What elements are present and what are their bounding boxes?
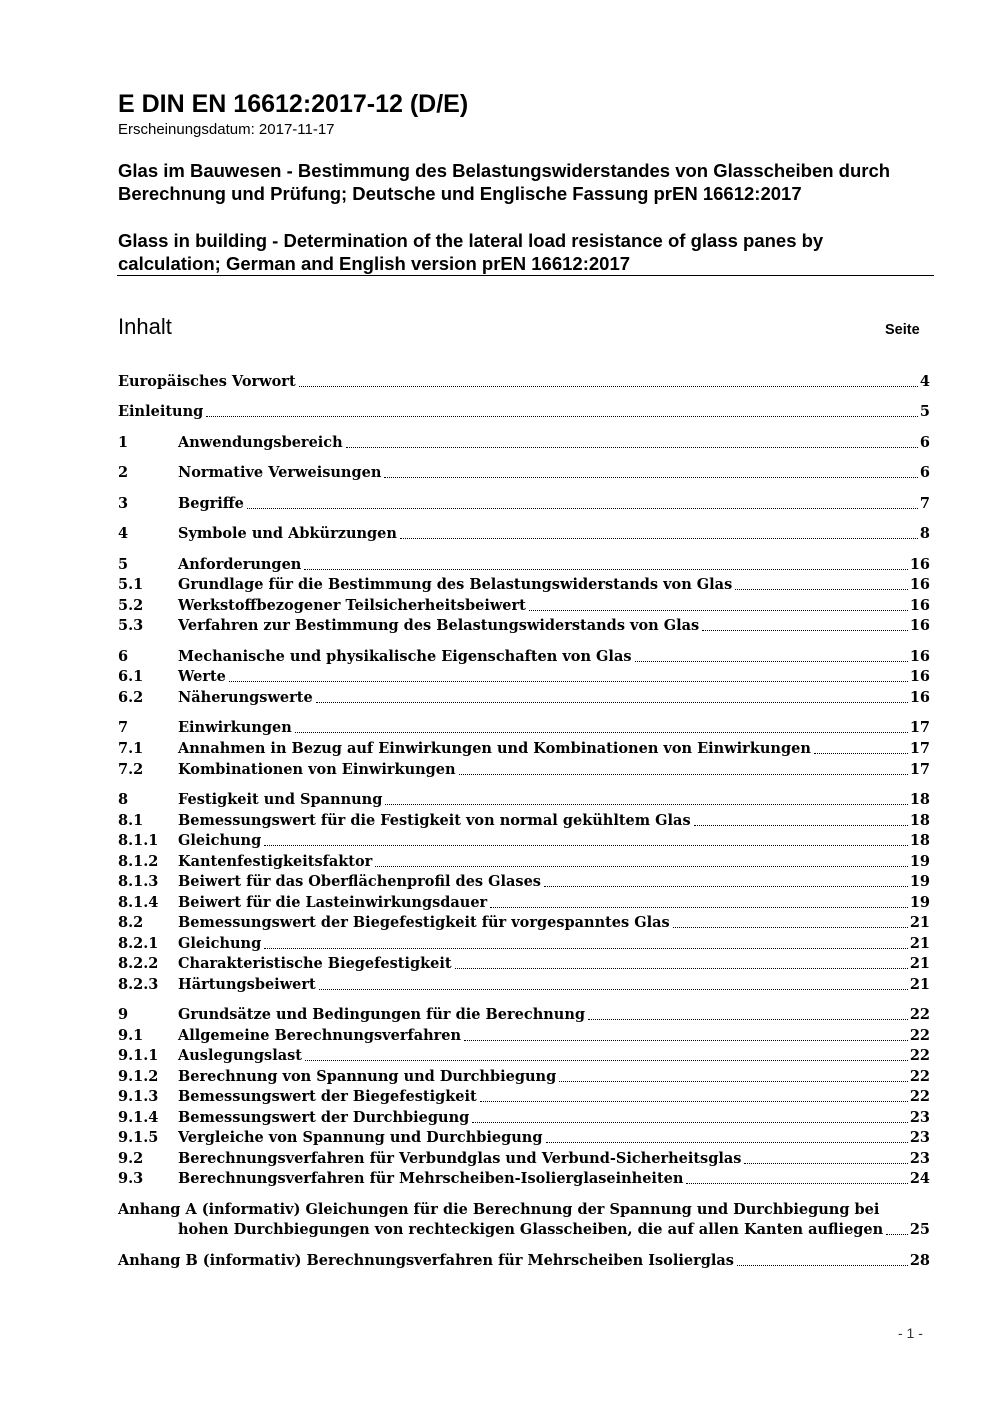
toc-entry-title: Bemessungswert der Biegefestigkeit [178, 1088, 477, 1105]
toc-entry-page: 24 [909, 1170, 930, 1187]
toc-entry[interactable] [118, 1128, 930, 1148]
toc-entry-page: 19 [909, 873, 930, 890]
table-of-contents [118, 0, 930, 1300]
toc-entry-page: 18 [909, 791, 930, 808]
toc-entry-page: 18 [909, 812, 930, 829]
toc-entry[interactable] [118, 831, 930, 851]
toc-annex-a-line1[interactable]: Anhang A (informativ) Gleichungen für die Berechnung der Spannung und Durchbiegung bei [118, 1201, 880, 1218]
toc-dot-leader [480, 1101, 908, 1102]
toc-entry-number: 5 [118, 556, 129, 573]
toc-entry-title: Grundsätze und Bedingungen für die Berechnung [178, 1006, 585, 1023]
toc-entry[interactable] [118, 718, 930, 738]
toc-entry-page: 22 [909, 1047, 930, 1064]
toc-entry-page: 22 [909, 1068, 930, 1085]
toc-entry[interactable] [118, 975, 930, 995]
toc-dot-leader [400, 538, 918, 539]
toc-dot-leader [588, 1019, 908, 1020]
toc-entry-page: 23 [909, 1129, 930, 1146]
toc-dot-leader [814, 753, 908, 754]
toc-entry-number: 8.1 [118, 812, 144, 829]
toc-dot-leader [529, 610, 908, 611]
toc-entry-title: Verfahren zur Bestimmung des Belastungswiderstands von Glas [178, 617, 700, 634]
toc-entry[interactable] [118, 1169, 930, 1189]
toc-entry-page: 21 [909, 914, 930, 931]
toc-entry[interactable] [118, 1046, 930, 1066]
toc-dot-leader [737, 1265, 908, 1266]
title-english: Glass in building - Determination of the lateral load resistance of glass panes by calculation; German and English version prEN 16612:2017 [118, 230, 824, 274]
toc-dot-leader [319, 989, 908, 990]
toc-entry-title: Anforderungen [178, 556, 302, 573]
toc-dot-leader [304, 569, 907, 570]
toc-entry-number: 8 [118, 791, 129, 808]
toc-entry[interactable] [118, 402, 930, 422]
toc-dot-leader [635, 661, 908, 662]
toc-dot-leader [247, 508, 918, 509]
toc-entry[interactable] [118, 852, 930, 872]
toc-entry-page: 16 [909, 668, 930, 685]
toc-dot-leader [694, 825, 908, 826]
toc-entry-title: Bemessungswert für die Festigkeit von normal gekühltem Glas [178, 812, 691, 829]
toc-entry-number: 9.1.1 [118, 1047, 159, 1064]
toc-entry-title: Bemessungswert der Durchbiegung [178, 1109, 470, 1126]
toc-entry-page: 21 [909, 955, 930, 972]
toc-entry-number: 6.1 [118, 668, 144, 685]
toc-entry-title: Europäisches Vorwort [118, 373, 296, 390]
toc-entry-title: Beiwert für das Oberflächenprofil des Glases [178, 873, 541, 890]
toc-dot-leader [686, 1183, 907, 1184]
toc-entry-page: 17 [909, 761, 930, 778]
toc-entry-page: 21 [909, 976, 930, 993]
toc-entry[interactable] [118, 913, 930, 933]
toc-entry-number: 8.1.3 [118, 873, 159, 890]
toc-entry[interactable] [118, 934, 930, 954]
toc-entry-page: 5 [919, 403, 930, 420]
toc-entry-page: 17 [909, 719, 930, 736]
toc-entry-number: 9.3 [118, 1170, 144, 1187]
toc-entry-number: 8.2.2 [118, 955, 159, 972]
toc-entry-title: Kantenfestigkeitsfaktor [178, 853, 373, 870]
toc-entry-number: 5.3 [118, 617, 144, 634]
toc-dot-leader [886, 1234, 908, 1235]
toc-entry[interactable] [118, 596, 930, 616]
toc-entry-number: 6.2 [118, 689, 144, 706]
toc-entry-number: 8.1.4 [118, 894, 159, 911]
toc-entry-number: 7.1 [118, 740, 144, 757]
toc-entry[interactable] [118, 811, 930, 831]
toc-entry-title: Anhang B (informativ) Berechnungsverfahren für Mehrscheiben Isolierglas [118, 1252, 734, 1269]
toc-entry-number: 9.1.4 [118, 1109, 159, 1126]
toc-dot-leader [490, 907, 908, 908]
toc-dot-leader [735, 589, 908, 590]
toc-entry-number: 5.2 [118, 597, 144, 614]
toc-entry-page: 16 [909, 689, 930, 706]
toc-entry-title: Kombinationen von Einwirkungen [178, 761, 456, 778]
toc-dot-leader [384, 477, 918, 478]
toc-entry-number: 9.1.3 [118, 1088, 159, 1105]
toc-entry[interactable] [118, 555, 930, 575]
toc-entry-number: 8.2.3 [118, 976, 159, 993]
toc-entry-page: 19 [909, 853, 930, 870]
toc-entry-page: 16 [909, 556, 930, 573]
toc-entry-page: 22 [909, 1006, 930, 1023]
toc-entry-title: Gleichung [178, 832, 262, 849]
toc-entry-page: 17 [909, 740, 930, 757]
toc-entry-number: 9.1 [118, 1027, 144, 1044]
toc-dot-leader [459, 774, 908, 775]
toc-entry-number: 9.1.5 [118, 1129, 159, 1146]
toc-entry-page: 23 [909, 1109, 930, 1126]
toc-dot-leader [299, 386, 918, 387]
toc-entry-title: Einleitung [118, 403, 204, 420]
toc-entry-title: Allgemeine Berechnungsverfahren [178, 1027, 462, 1044]
toc-entry-title: Begriffe [178, 495, 244, 512]
toc-entry-number: 9 [118, 1006, 129, 1023]
toc-entry-page: 16 [909, 597, 930, 614]
toc-entry[interactable] [118, 688, 930, 708]
toc-entry-title: Einwirkungen [178, 719, 292, 736]
toc-entry[interactable] [118, 667, 930, 687]
toc-entry[interactable] [118, 1005, 930, 1025]
toc-entry-title: Symbole und Abkürzungen [178, 525, 397, 542]
toc-entry-title: hohen Durchbiegungen von rechteckigen Glasscheiben, die auf allen Kanten aufliegen [178, 1221, 884, 1238]
toc-annex-a-line2[interactable] [118, 1220, 930, 1240]
document-id: E DIN EN 16612:2017-12 (D/E) [118, 90, 469, 118]
toc-dot-leader [464, 1040, 908, 1041]
toc-entry[interactable] [118, 954, 930, 974]
toc-entry-title: Werkstoffbezogener Teilsicherheitsbeiwert [178, 597, 526, 614]
toc-entry-title: Werte [178, 668, 226, 685]
toc-entry[interactable] [118, 1149, 930, 1169]
toc-entry-number: 7 [118, 719, 129, 736]
toc-dot-leader [375, 866, 908, 867]
toc-entry-page: 16 [909, 617, 930, 634]
toc-entry-number: 6 [118, 648, 129, 665]
toc-entry[interactable] [118, 575, 930, 595]
toc-entry-title: Festigkeit und Spannung [178, 791, 383, 808]
toc-entry-title: Annahmen in Bezug auf Einwirkungen und Kombinationen von Einwirkungen [178, 740, 811, 757]
toc-heading: Inhalt [118, 314, 172, 339]
toc-entry-number: 1 [118, 434, 129, 451]
toc-entry[interactable] [118, 893, 930, 913]
toc-entry-title: Berechnung von Spannung und Durchbiegung [178, 1068, 557, 1085]
toc-dot-leader [229, 681, 908, 682]
toc-dot-leader [544, 886, 908, 887]
toc-entry[interactable] [118, 1026, 930, 1046]
toc-entry-title: Charakteristische Biegefestigkeit [178, 955, 452, 972]
toc-dot-leader [264, 845, 908, 846]
toc-entry-number: 2 [118, 464, 129, 481]
toc-dot-leader [264, 948, 908, 949]
toc-entry-title: Anwendungsbereich [178, 434, 343, 451]
toc-entry-page: 25 [909, 1221, 930, 1238]
toc-entry[interactable] [118, 1087, 930, 1107]
toc-entry[interactable] [118, 463, 930, 483]
toc-dot-leader [744, 1163, 907, 1164]
toc-entry-number: 8.2.1 [118, 935, 159, 952]
toc-entry-title: Auslegungslast [178, 1047, 302, 1064]
toc-entry[interactable] [118, 1067, 930, 1087]
toc-dot-leader [346, 447, 918, 448]
toc-entry-page: 16 [909, 576, 930, 593]
toc-dot-leader [546, 1142, 908, 1143]
toc-entry-title: Grundlage für die Bestimmung des Belastungswiderstands von Glas [178, 576, 733, 593]
toc-entry[interactable] [118, 872, 930, 892]
toc-entry-number: 5.1 [118, 576, 144, 593]
toc-entry-page: 4 [919, 373, 930, 390]
toc-entry-title: Beiwert für die Lasteinwirkungsdauer [178, 894, 488, 911]
page-number: - 1 - [898, 1325, 923, 1341]
toc-annex-b[interactable] [118, 1251, 930, 1271]
toc-entry-page: 21 [909, 935, 930, 952]
toc-entry-number: 4 [118, 525, 129, 542]
toc-entry[interactable] [118, 790, 930, 810]
toc-entry-page: 16 [909, 648, 930, 665]
toc-entry-title: Berechnungsverfahren für Verbundglas und Verbund-Sicherheitsglas [178, 1150, 742, 1167]
toc-entry-title: Berechnungsverfahren für Mehrscheiben-Isolierglaseinheiten [178, 1170, 684, 1187]
toc-dot-leader [559, 1081, 908, 1082]
toc-entry-number: 3 [118, 495, 129, 512]
toc-entry-number: 8.1.2 [118, 853, 159, 870]
toc-dot-leader [316, 702, 908, 703]
toc-dot-leader [673, 927, 908, 928]
toc-entry-number: 9.2 [118, 1150, 144, 1167]
toc-entry-title: Härtungsbeiwert [178, 976, 316, 993]
toc-entry-page: 19 [909, 894, 930, 911]
toc-entry[interactable] [118, 760, 930, 780]
toc-dot-leader [455, 968, 908, 969]
toc-entry-page: 22 [909, 1088, 930, 1105]
toc-dot-leader [295, 732, 908, 733]
toc-entry-page: 22 [909, 1027, 930, 1044]
toc-entry-page: 28 [909, 1252, 930, 1269]
toc-entry-title: Mechanische und physikalische Eigenschaften von Glas [178, 648, 632, 665]
toc-entry-title: Vergleiche von Spannung und Durchbiegung [178, 1129, 543, 1146]
toc-entry[interactable] [118, 494, 930, 514]
toc-entry-page: 7 [919, 495, 930, 512]
toc-dot-leader [206, 416, 918, 417]
toc-dot-leader [385, 804, 907, 805]
toc-entry-title: Bemessungswert der Biegefestigkeit für vorgespanntes Glas [178, 914, 670, 931]
toc-entry[interactable] [118, 433, 930, 453]
toc-entry-number: 8.1.1 [118, 832, 159, 849]
toc-entry[interactable] [118, 647, 930, 667]
publication-date: Erscheinungsdatum: 2017-11-17 [118, 121, 335, 138]
toc-entry[interactable] [118, 616, 930, 636]
toc-dot-leader [702, 630, 908, 631]
toc-entry-title: Gleichung [178, 935, 262, 952]
toc-entry[interactable] [118, 739, 930, 759]
toc-entry[interactable] [118, 372, 930, 392]
toc-entry[interactable] [118, 524, 930, 544]
toc-entry-title: Näherungswerte [178, 689, 313, 706]
toc-entry[interactable] [118, 1108, 930, 1128]
toc-entry-page: 23 [909, 1150, 930, 1167]
title-german: Glas im Bauwesen - Bestimmung des Belastungswiderstandes von Glasscheiben durch Berechnung und Prüfung; Deutsche und Englische Fassung prEN 16612:2017 [118, 160, 891, 204]
toc-entry-page: 6 [919, 434, 930, 451]
toc-entry-page: 8 [919, 525, 930, 542]
toc-page-column-heading: Seite [885, 322, 920, 338]
toc-entry-page: 18 [909, 832, 930, 849]
toc-entry-number: 7.2 [118, 761, 144, 778]
toc-dot-leader [472, 1122, 908, 1123]
toc-dot-leader [305, 1060, 908, 1061]
toc-entry-title: Normative Verweisungen [178, 464, 382, 481]
toc-entry-number: 8.2 [118, 914, 144, 931]
toc-entry-number: 9.1.2 [118, 1068, 159, 1085]
toc-entry-page: 6 [919, 464, 930, 481]
